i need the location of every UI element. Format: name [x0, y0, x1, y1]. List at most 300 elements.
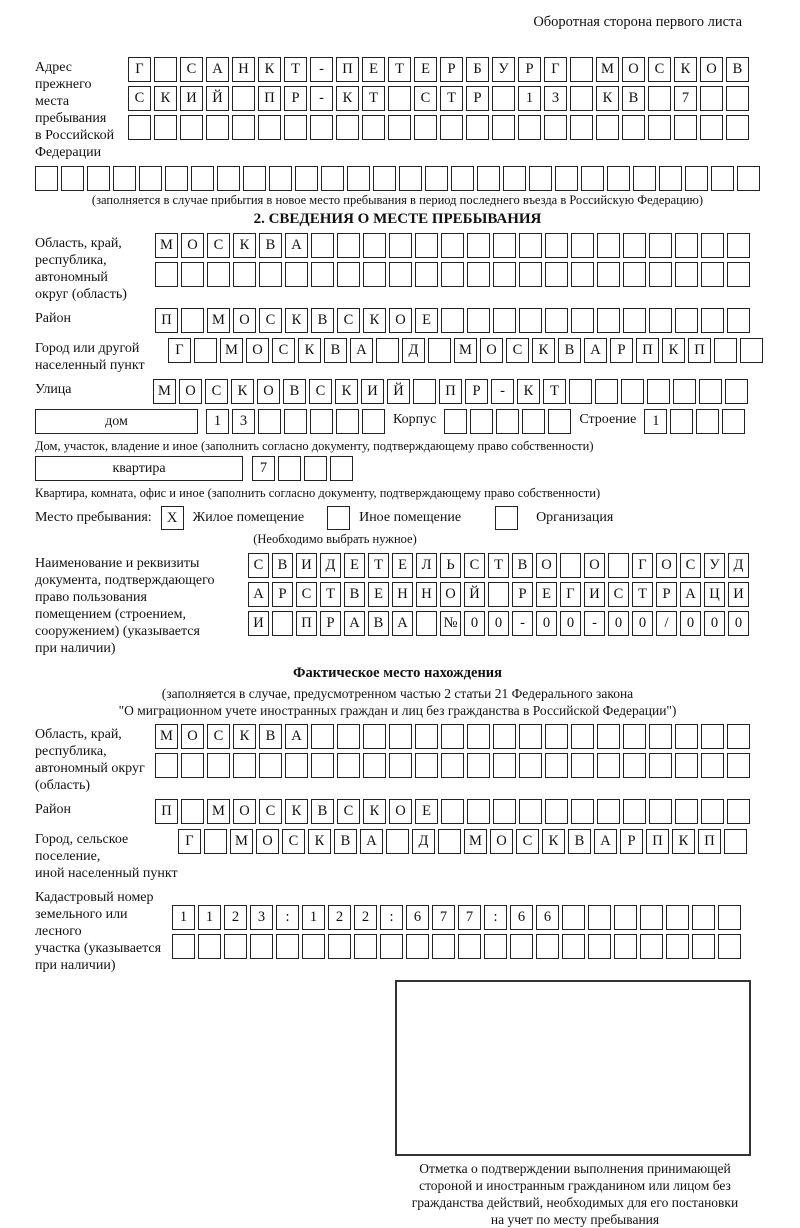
char-cell[interactable]: [458, 934, 481, 959]
char-cell[interactable]: 7: [432, 905, 455, 930]
char-cell[interactable]: [727, 262, 750, 287]
char-cell[interactable]: К: [335, 379, 358, 404]
char-cell[interactable]: 0: [488, 611, 509, 636]
char-cell[interactable]: :: [380, 905, 403, 930]
char-cell[interactable]: [311, 262, 334, 287]
char-cell[interactable]: [259, 262, 282, 287]
char-cell[interactable]: [389, 753, 412, 778]
char-cell[interactable]: И: [584, 582, 605, 607]
char-cell[interactable]: [278, 456, 301, 481]
char-cell[interactable]: [727, 753, 750, 778]
char-cell[interactable]: С: [680, 553, 701, 578]
char-cell[interactable]: С: [282, 829, 305, 854]
char-cell[interactable]: В: [324, 338, 347, 363]
char-cell[interactable]: [640, 905, 663, 930]
char-cell[interactable]: Р: [320, 611, 341, 636]
char-cell[interactable]: 1: [518, 86, 541, 111]
char-cell[interactable]: [727, 233, 750, 258]
char-cell[interactable]: [311, 233, 334, 258]
char-cell[interactable]: [311, 753, 334, 778]
char-cell[interactable]: О: [480, 338, 503, 363]
char-cell[interactable]: [337, 262, 360, 287]
char-cell[interactable]: [692, 934, 715, 959]
char-cell[interactable]: 0: [728, 611, 749, 636]
char-cell[interactable]: Т: [488, 553, 509, 578]
char-cell[interactable]: [569, 379, 592, 404]
char-cell[interactable]: [467, 262, 490, 287]
char-cell[interactable]: [666, 905, 689, 930]
char-cell[interactable]: [233, 753, 256, 778]
char-cell[interactable]: [674, 115, 697, 140]
char-cell[interactable]: П: [155, 799, 178, 824]
char-cell[interactable]: Т: [368, 553, 389, 578]
char-cell[interactable]: [441, 799, 464, 824]
char-cell[interactable]: [363, 724, 386, 749]
char-cell[interactable]: О: [179, 379, 202, 404]
char-cell[interactable]: [726, 115, 749, 140]
char-cell[interactable]: [675, 753, 698, 778]
char-cell[interactable]: [581, 166, 604, 191]
char-cell[interactable]: В: [334, 829, 357, 854]
char-cell[interactable]: [477, 166, 500, 191]
char-cell[interactable]: К: [285, 799, 308, 824]
char-cell[interactable]: П: [439, 379, 462, 404]
char-cell[interactable]: О: [181, 233, 204, 258]
char-cell[interactable]: [659, 166, 682, 191]
char-cell[interactable]: [363, 753, 386, 778]
char-cell[interactable]: [597, 799, 620, 824]
char-cell[interactable]: [588, 905, 611, 930]
char-cell[interactable]: М: [207, 799, 230, 824]
char-cell[interactable]: [206, 115, 229, 140]
char-cell[interactable]: О: [490, 829, 513, 854]
char-cell[interactable]: [649, 233, 672, 258]
char-cell[interactable]: [597, 262, 620, 287]
char-cell[interactable]: [113, 166, 136, 191]
char-cell[interactable]: [172, 934, 195, 959]
char-cell[interactable]: 7: [458, 905, 481, 930]
char-cell[interactable]: [623, 753, 646, 778]
char-cell[interactable]: О: [246, 338, 269, 363]
char-cell[interactable]: [233, 262, 256, 287]
char-cell[interactable]: [647, 379, 670, 404]
char-cell[interactable]: [633, 166, 656, 191]
char-cell[interactable]: 2: [328, 905, 351, 930]
char-cell[interactable]: А: [584, 338, 607, 363]
char-cell[interactable]: [597, 308, 620, 333]
char-cell[interactable]: [614, 934, 637, 959]
char-cell[interactable]: К: [233, 724, 256, 749]
char-cell[interactable]: О: [233, 308, 256, 333]
char-cell[interactable]: И: [361, 379, 384, 404]
char-cell[interactable]: [181, 753, 204, 778]
char-cell[interactable]: Е: [368, 582, 389, 607]
char-cell[interactable]: [648, 115, 671, 140]
char-cell[interactable]: [191, 166, 214, 191]
char-cell[interactable]: [548, 409, 571, 434]
char-cell[interactable]: [675, 262, 698, 287]
char-cell[interactable]: С: [207, 233, 230, 258]
char-cell[interactable]: [701, 308, 724, 333]
char-cell[interactable]: П: [688, 338, 711, 363]
char-cell[interactable]: Р: [465, 379, 488, 404]
char-cell[interactable]: [295, 166, 318, 191]
char-cell[interactable]: -: [512, 611, 533, 636]
char-cell[interactable]: [415, 233, 438, 258]
char-cell[interactable]: Т: [543, 379, 566, 404]
char-cell[interactable]: М: [207, 308, 230, 333]
apartment-type-box[interactable]: квартира: [35, 456, 243, 481]
char-cell[interactable]: С: [296, 582, 317, 607]
char-cell[interactable]: [207, 262, 230, 287]
char-cell[interactable]: С: [248, 553, 269, 578]
char-cell[interactable]: Т: [440, 86, 463, 111]
char-cell[interactable]: 3: [250, 905, 273, 930]
char-cell[interactable]: [337, 724, 360, 749]
char-cell[interactable]: [467, 724, 490, 749]
char-cell[interactable]: [740, 338, 763, 363]
char-cell[interactable]: Р: [656, 582, 677, 607]
char-cell[interactable]: К: [542, 829, 565, 854]
char-cell[interactable]: Е: [415, 799, 438, 824]
char-cell[interactable]: [529, 166, 552, 191]
char-cell[interactable]: [362, 115, 385, 140]
char-cell[interactable]: И: [728, 582, 749, 607]
char-cell[interactable]: [670, 409, 693, 434]
char-cell[interactable]: У: [704, 553, 725, 578]
char-cell[interactable]: 0: [536, 611, 557, 636]
char-cell[interactable]: [519, 724, 542, 749]
char-cell[interactable]: Й: [387, 379, 410, 404]
char-cell[interactable]: 2: [354, 905, 377, 930]
char-cell[interactable]: О: [622, 57, 645, 82]
char-cell[interactable]: 6: [510, 905, 533, 930]
char-cell[interactable]: [493, 233, 516, 258]
char-cell[interactable]: №: [440, 611, 461, 636]
char-cell[interactable]: [438, 829, 461, 854]
char-cell[interactable]: [389, 262, 412, 287]
char-cell[interactable]: О: [700, 57, 723, 82]
char-cell[interactable]: [415, 262, 438, 287]
char-cell[interactable]: [428, 338, 451, 363]
char-cell[interactable]: [414, 115, 437, 140]
char-cell[interactable]: [545, 799, 568, 824]
char-cell[interactable]: [492, 115, 515, 140]
char-cell[interactable]: [207, 753, 230, 778]
char-cell[interactable]: [492, 86, 515, 111]
char-cell[interactable]: [649, 753, 672, 778]
char-cell[interactable]: [545, 753, 568, 778]
char-cell[interactable]: [570, 115, 593, 140]
char-cell[interactable]: [380, 934, 403, 959]
char-cell[interactable]: [336, 409, 359, 434]
char-cell[interactable]: Д: [728, 553, 749, 578]
char-cell[interactable]: П: [336, 57, 359, 82]
char-cell[interactable]: [285, 262, 308, 287]
char-cell[interactable]: [700, 86, 723, 111]
char-cell[interactable]: [571, 262, 594, 287]
char-cell[interactable]: В: [558, 338, 581, 363]
char-cell[interactable]: С: [207, 724, 230, 749]
char-cell[interactable]: [363, 262, 386, 287]
char-cell[interactable]: И: [296, 553, 317, 578]
char-cell[interactable]: [451, 166, 474, 191]
char-cell[interactable]: [545, 262, 568, 287]
char-cell[interactable]: О: [257, 379, 280, 404]
char-cell[interactable]: Р: [440, 57, 463, 82]
char-cell[interactable]: Р: [620, 829, 643, 854]
char-cell[interactable]: [496, 409, 519, 434]
residence-checkbox-org[interactable]: [495, 506, 518, 530]
char-cell[interactable]: [311, 724, 334, 749]
char-cell[interactable]: В: [272, 553, 293, 578]
char-cell[interactable]: В: [568, 829, 591, 854]
char-cell[interactable]: К: [363, 308, 386, 333]
char-cell[interactable]: [555, 166, 578, 191]
char-cell[interactable]: [571, 308, 594, 333]
char-cell[interactable]: [726, 86, 749, 111]
char-cell[interactable]: [737, 166, 760, 191]
char-cell[interactable]: [337, 233, 360, 258]
char-cell[interactable]: [545, 724, 568, 749]
char-cell[interactable]: Р: [610, 338, 633, 363]
char-cell[interactable]: А: [344, 611, 365, 636]
char-cell[interactable]: [727, 799, 750, 824]
char-cell[interactable]: 2: [224, 905, 247, 930]
char-cell[interactable]: [649, 262, 672, 287]
char-cell[interactable]: [701, 262, 724, 287]
char-cell[interactable]: Е: [344, 553, 365, 578]
char-cell[interactable]: Д: [320, 553, 341, 578]
char-cell[interactable]: [493, 799, 516, 824]
char-cell[interactable]: Т: [388, 57, 411, 82]
char-cell[interactable]: [640, 934, 663, 959]
char-cell[interactable]: [685, 166, 708, 191]
char-cell[interactable]: О: [389, 799, 412, 824]
char-cell[interactable]: [666, 934, 689, 959]
char-cell[interactable]: [727, 724, 750, 749]
char-cell[interactable]: 1: [172, 905, 195, 930]
char-cell[interactable]: [181, 308, 204, 333]
char-cell[interactable]: П: [636, 338, 659, 363]
char-cell[interactable]: О: [233, 799, 256, 824]
char-cell[interactable]: [217, 166, 240, 191]
char-cell[interactable]: Т: [632, 582, 653, 607]
char-cell[interactable]: [258, 115, 281, 140]
char-cell[interactable]: М: [153, 379, 176, 404]
char-cell[interactable]: [181, 799, 204, 824]
char-cell[interactable]: 1: [644, 409, 667, 434]
char-cell[interactable]: [518, 115, 541, 140]
char-cell[interactable]: Г: [128, 57, 151, 82]
char-cell[interactable]: С: [180, 57, 203, 82]
char-cell[interactable]: [522, 409, 545, 434]
char-cell[interactable]: А: [285, 724, 308, 749]
char-cell[interactable]: О: [536, 553, 557, 578]
char-cell[interactable]: С: [128, 86, 151, 111]
char-cell[interactable]: [544, 115, 567, 140]
char-cell[interactable]: [243, 166, 266, 191]
char-cell[interactable]: 0: [632, 611, 653, 636]
char-cell[interactable]: [519, 233, 542, 258]
char-cell[interactable]: Р: [272, 582, 293, 607]
char-cell[interactable]: [545, 308, 568, 333]
char-cell[interactable]: Е: [536, 582, 557, 607]
residence-checkbox-zhiloe[interactable]: X: [161, 506, 184, 530]
char-cell[interactable]: [416, 611, 437, 636]
char-cell[interactable]: [623, 262, 646, 287]
char-cell[interactable]: [259, 753, 282, 778]
char-cell[interactable]: [571, 753, 594, 778]
char-cell[interactable]: [493, 724, 516, 749]
char-cell[interactable]: [269, 166, 292, 191]
char-cell[interactable]: [337, 753, 360, 778]
char-cell[interactable]: [488, 582, 509, 607]
char-cell[interactable]: В: [622, 86, 645, 111]
char-cell[interactable]: [194, 338, 217, 363]
char-cell[interactable]: 7: [674, 86, 697, 111]
char-cell[interactable]: [155, 753, 178, 778]
char-cell[interactable]: [701, 233, 724, 258]
char-cell[interactable]: [692, 905, 715, 930]
char-cell[interactable]: [180, 115, 203, 140]
char-cell[interactable]: [724, 829, 747, 854]
char-cell[interactable]: [250, 934, 273, 959]
char-cell[interactable]: В: [726, 57, 749, 82]
char-cell[interactable]: [441, 724, 464, 749]
char-cell[interactable]: [128, 115, 151, 140]
char-cell[interactable]: [607, 166, 630, 191]
char-cell[interactable]: [519, 799, 542, 824]
char-cell[interactable]: [466, 115, 489, 140]
char-cell[interactable]: [232, 86, 255, 111]
char-cell[interactable]: 6: [536, 905, 559, 930]
char-cell[interactable]: [413, 379, 436, 404]
char-cell[interactable]: К: [517, 379, 540, 404]
char-cell[interactable]: П: [258, 86, 281, 111]
char-cell[interactable]: К: [233, 233, 256, 258]
char-cell[interactable]: [285, 753, 308, 778]
char-cell[interactable]: К: [532, 338, 555, 363]
char-cell[interactable]: [470, 409, 493, 434]
char-cell[interactable]: К: [596, 86, 619, 111]
char-cell[interactable]: А: [360, 829, 383, 854]
char-cell[interactable]: О: [256, 829, 279, 854]
char-cell[interactable]: [354, 934, 377, 959]
char-cell[interactable]: С: [648, 57, 671, 82]
char-cell[interactable]: К: [336, 86, 359, 111]
char-cell[interactable]: А: [248, 582, 269, 607]
residence-checkbox-inoe[interactable]: [327, 506, 350, 530]
char-cell[interactable]: [139, 166, 162, 191]
char-cell[interactable]: К: [231, 379, 254, 404]
char-cell[interactable]: 0: [608, 611, 629, 636]
char-cell[interactable]: О: [584, 553, 605, 578]
char-cell[interactable]: [714, 338, 737, 363]
char-cell[interactable]: [198, 934, 221, 959]
char-cell[interactable]: [623, 233, 646, 258]
char-cell[interactable]: Т: [320, 582, 341, 607]
char-cell[interactable]: С: [272, 338, 295, 363]
char-cell[interactable]: М: [230, 829, 253, 854]
char-cell[interactable]: О: [440, 582, 461, 607]
char-cell[interactable]: [284, 115, 307, 140]
char-cell[interactable]: [441, 233, 464, 258]
char-cell[interactable]: П: [646, 829, 669, 854]
char-cell[interactable]: [570, 57, 593, 82]
char-cell[interactable]: С: [464, 553, 485, 578]
char-cell[interactable]: [232, 115, 255, 140]
char-cell[interactable]: Р: [518, 57, 541, 82]
char-cell[interactable]: Д: [402, 338, 425, 363]
char-cell[interactable]: [503, 166, 526, 191]
char-cell[interactable]: М: [155, 233, 178, 258]
char-cell[interactable]: [718, 905, 741, 930]
char-cell[interactable]: [519, 308, 542, 333]
char-cell[interactable]: [415, 753, 438, 778]
house-type-box[interactable]: дом: [35, 409, 198, 434]
char-cell[interactable]: 1: [302, 905, 325, 930]
char-cell[interactable]: [363, 233, 386, 258]
char-cell[interactable]: [441, 262, 464, 287]
char-cell[interactable]: Е: [414, 57, 437, 82]
char-cell[interactable]: [621, 379, 644, 404]
char-cell[interactable]: [467, 233, 490, 258]
char-cell[interactable]: [536, 934, 559, 959]
char-cell[interactable]: [87, 166, 110, 191]
char-cell[interactable]: М: [220, 338, 243, 363]
char-cell[interactable]: И: [248, 611, 269, 636]
char-cell[interactable]: [304, 456, 327, 481]
char-cell[interactable]: А: [206, 57, 229, 82]
char-cell[interactable]: О: [181, 724, 204, 749]
char-cell[interactable]: [399, 166, 422, 191]
char-cell[interactable]: -: [491, 379, 514, 404]
char-cell[interactable]: [181, 262, 204, 287]
char-cell[interactable]: С: [414, 86, 437, 111]
char-cell[interactable]: /: [656, 611, 677, 636]
char-cell[interactable]: [623, 799, 646, 824]
char-cell[interactable]: [718, 934, 741, 959]
char-cell[interactable]: Г: [632, 553, 653, 578]
char-cell[interactable]: [441, 753, 464, 778]
char-cell[interactable]: Ь: [440, 553, 461, 578]
char-cell[interactable]: [649, 308, 672, 333]
char-cell[interactable]: [493, 753, 516, 778]
char-cell[interactable]: [701, 799, 724, 824]
char-cell[interactable]: Т: [284, 57, 307, 82]
char-cell[interactable]: Р: [284, 86, 307, 111]
char-cell[interactable]: С: [205, 379, 228, 404]
char-cell[interactable]: [155, 262, 178, 287]
char-cell[interactable]: [272, 611, 293, 636]
char-cell[interactable]: [425, 166, 448, 191]
char-cell[interactable]: [588, 934, 611, 959]
char-cell[interactable]: [699, 379, 722, 404]
char-cell[interactable]: [310, 115, 333, 140]
char-cell[interactable]: А: [680, 582, 701, 607]
char-cell[interactable]: П: [296, 611, 317, 636]
char-cell[interactable]: М: [464, 829, 487, 854]
char-cell[interactable]: [673, 379, 696, 404]
char-cell[interactable]: [675, 799, 698, 824]
char-cell[interactable]: 3: [232, 409, 255, 434]
char-cell[interactable]: [204, 829, 227, 854]
char-cell[interactable]: С: [259, 308, 282, 333]
char-cell[interactable]: [154, 57, 177, 82]
char-cell[interactable]: М: [596, 57, 619, 82]
char-cell[interactable]: [649, 799, 672, 824]
